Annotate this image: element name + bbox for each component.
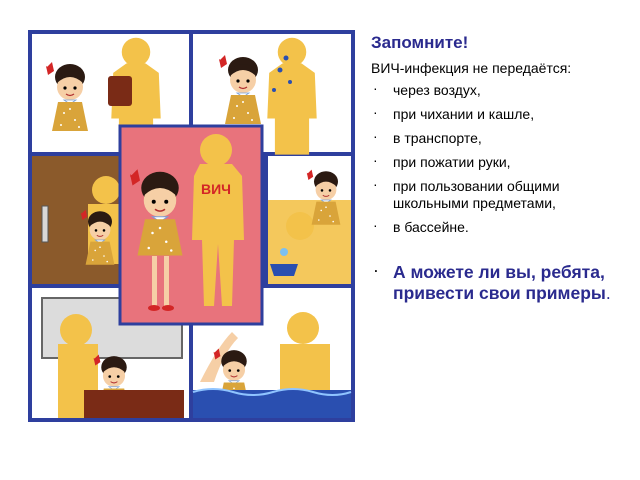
question-text: [371, 262, 633, 304]
text-panel: [371, 33, 633, 304]
hiv-label: ВИЧ: [200, 181, 232, 197]
panel-transport-door: [32, 156, 122, 284]
list-item: · при чихании и кашле,: [371, 106, 633, 123]
list-item: · в бассейне.: [371, 219, 633, 236]
list-item: · при пожатии руки,: [371, 154, 633, 171]
intro-text: ВИЧ-инфекция не передаётся:: [371, 60, 572, 76]
list-item: · в транспорте,: [371, 130, 633, 147]
list-item: · через воздух,: [371, 82, 633, 99]
list-item: · при пользовании общими школьными предметами,: [371, 178, 633, 212]
heading: Запомните!: [371, 33, 469, 52]
center-panel: [120, 126, 262, 324]
non-transmission-list: [371, 82, 633, 236]
question-end: .: [605, 283, 611, 303]
hiv-illustration: [28, 30, 355, 422]
question-main: А можете ли вы, ребята, привести свои примеры: [393, 262, 606, 303]
